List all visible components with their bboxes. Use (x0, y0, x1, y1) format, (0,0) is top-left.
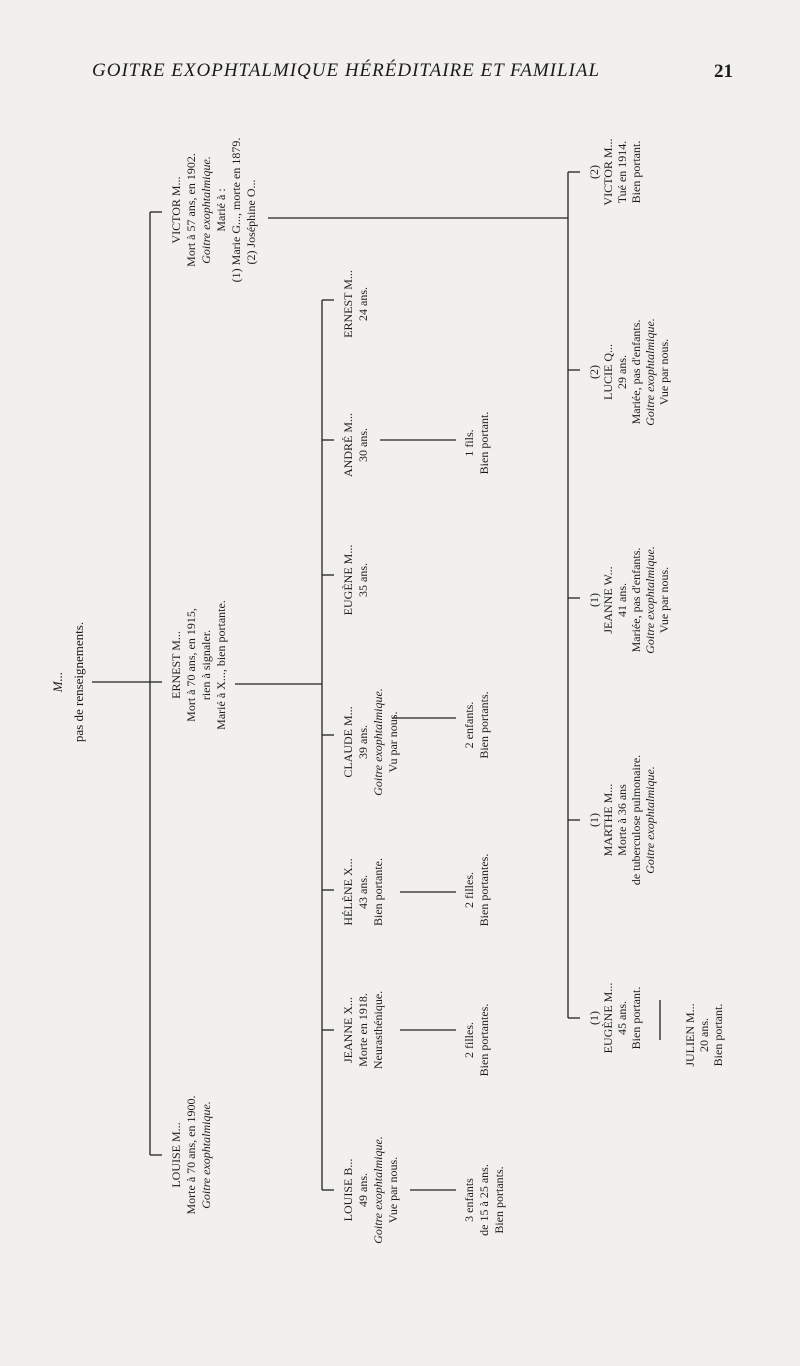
person-ernest-m (169, 600, 228, 730)
root-name: M... (50, 671, 65, 693)
person-lucie-q (587, 318, 671, 426)
offspring-claude-m (462, 691, 491, 758)
person-detail: Marié à X..., bien portante. (214, 600, 228, 730)
person-detail: de tuberculose pulmonaire. (629, 754, 643, 886)
person-victor-m (169, 138, 258, 283)
person-detail: (2) Joséphine O... (244, 179, 258, 265)
person-detail: Marié à : (214, 188, 228, 232)
person-victor-m-jr (587, 138, 643, 205)
person-detail: Mort à 57 ans, en 1902. (184, 153, 198, 267)
offspring-andre-m (462, 412, 491, 475)
person-detail: Morte à 70 ans, en 1900. (184, 1095, 198, 1215)
person-name: JULIEN M... (683, 1003, 697, 1067)
person-name: CLAUDE M... (341, 706, 355, 778)
person-louise-b (341, 1136, 400, 1244)
root-info: pas de renseignements. (71, 621, 86, 743)
page-number: 21 (714, 61, 733, 82)
person-name: MARTHE M... (601, 783, 615, 857)
person-detail: Tué en 1914. (615, 140, 629, 204)
person-name: EUGÈNE M... (341, 544, 355, 616)
person-detail: Vue par nous. (657, 338, 671, 406)
person-detail: 24 ans. (356, 287, 370, 321)
marriage-mark: (1) (587, 593, 601, 607)
offspring-detail: Bien portantes. (477, 853, 491, 927)
person-detail: Vue par nous. (386, 1156, 400, 1224)
person-detail: Mariée, pas d'enfants. (629, 319, 643, 425)
person-detail: Bien portant. (629, 140, 643, 204)
offspring-detail: 2 enfants. (462, 701, 476, 749)
person-claude-m (341, 688, 400, 796)
person-detail: Goitre exophtalmique. (643, 766, 657, 874)
person-detail: Goitre exophtalmique. (199, 156, 213, 264)
person-detail: 39 ans. (356, 725, 370, 759)
person-helene-x (341, 858, 385, 926)
person-detail: 43 ans. (356, 875, 370, 909)
offspring-helene-x (462, 854, 491, 927)
marriage-mark: (2) (587, 365, 601, 379)
person-detail: Mariée, pas d'enfants. (629, 547, 643, 653)
person-detail: Bien portante. (371, 858, 385, 926)
marriage-mark: (2) (587, 165, 601, 179)
person-detail: Goitre exophtalmique. (199, 1101, 213, 1209)
person-detail: Goitre exophtalmique. (371, 688, 385, 796)
person-detail: 41 ans. (615, 583, 629, 617)
marriage-mark: (1) (587, 813, 601, 827)
person-detail: 29 ans. (615, 355, 629, 389)
offspring-jeanne-x (462, 1004, 491, 1077)
person-name: LUCIE Q... (601, 344, 615, 400)
offspring-detail: Bien portants. (492, 1166, 506, 1234)
person-eugene-m-victor (587, 983, 643, 1054)
person-detail: Neurasthénique. (371, 990, 385, 1070)
person-name: LOUISE M... (169, 1122, 183, 1188)
person-jeanne-x (341, 991, 385, 1069)
person-jeanne-w (587, 546, 671, 654)
person-detail: Vue par nous. (657, 566, 671, 634)
offspring-detail: 3 enfants (462, 1178, 476, 1222)
person-name: VICTOR M... (169, 176, 183, 244)
person-name: JEANNE W... (601, 566, 615, 634)
offspring-louise-b (462, 1164, 506, 1236)
person-detail: Mort à 70 ans, en 1915, (184, 608, 198, 722)
person-detail: Vu par nous. (386, 711, 400, 773)
person-name: HÉLÈNE X... (341, 858, 355, 926)
person-name: ERNEST M... (341, 270, 355, 338)
person-detail: 49 ans. (356, 1173, 370, 1207)
person-andre-m (341, 413, 370, 477)
offspring-detail: 2 filles. (462, 1022, 476, 1058)
person-detail: Morte en 1918. (356, 993, 370, 1067)
person-detail: rien à signaler. (199, 629, 213, 701)
person-detail: 35 ans. (356, 563, 370, 597)
offspring-detail: Bien portantes. (477, 1003, 491, 1077)
offspring-detail: 1 fils. (462, 429, 476, 457)
person-louise-m (169, 1096, 213, 1215)
person-detail: 45 ans. (615, 1001, 629, 1035)
marriage-mark: (1) (587, 1011, 601, 1025)
person-name: ANDRÉ M... (341, 412, 355, 478)
offspring-detail: 2 filles. (462, 872, 476, 908)
person-name: JEANNE X... (341, 997, 355, 1063)
person-name: EUGÈNE M... (601, 982, 615, 1054)
person-detail: (1) Marie G..., morte en 1879. (229, 137, 243, 283)
offspring-detail: Bien portants. (477, 691, 491, 759)
person-detail: 20 ans. (697, 1018, 711, 1052)
offspring-detail: Bien portant. (477, 411, 491, 475)
person-name: LOUISE B... (341, 1158, 355, 1222)
person-name: ERNEST M... (169, 631, 183, 699)
person-marthe-m (587, 755, 657, 885)
person-detail: Morte à 36 ans (615, 784, 629, 856)
person-ernest-m-jr (341, 270, 370, 338)
running-head: GOITRE EXOPHTALMIQUE HÉRÉDITAIRE ET FAMILIAL (92, 60, 601, 81)
offspring-detail: de 15 à 25 ans. (477, 1164, 491, 1236)
person-detail: Bien portant. (711, 1003, 725, 1067)
person-detail: Bien portant. (629, 986, 643, 1050)
person-name: VICTOR M... (601, 138, 615, 206)
person-detail: Goitre exophtalmique. (643, 546, 657, 654)
person-detail: 30 ans. (356, 428, 370, 462)
person-eugene-m (341, 545, 370, 616)
person-julien-m (683, 1003, 725, 1066)
person-detail: Goitre exophtalmique. (643, 318, 657, 426)
person-detail: Goitre exophtalmique. (371, 1136, 385, 1244)
